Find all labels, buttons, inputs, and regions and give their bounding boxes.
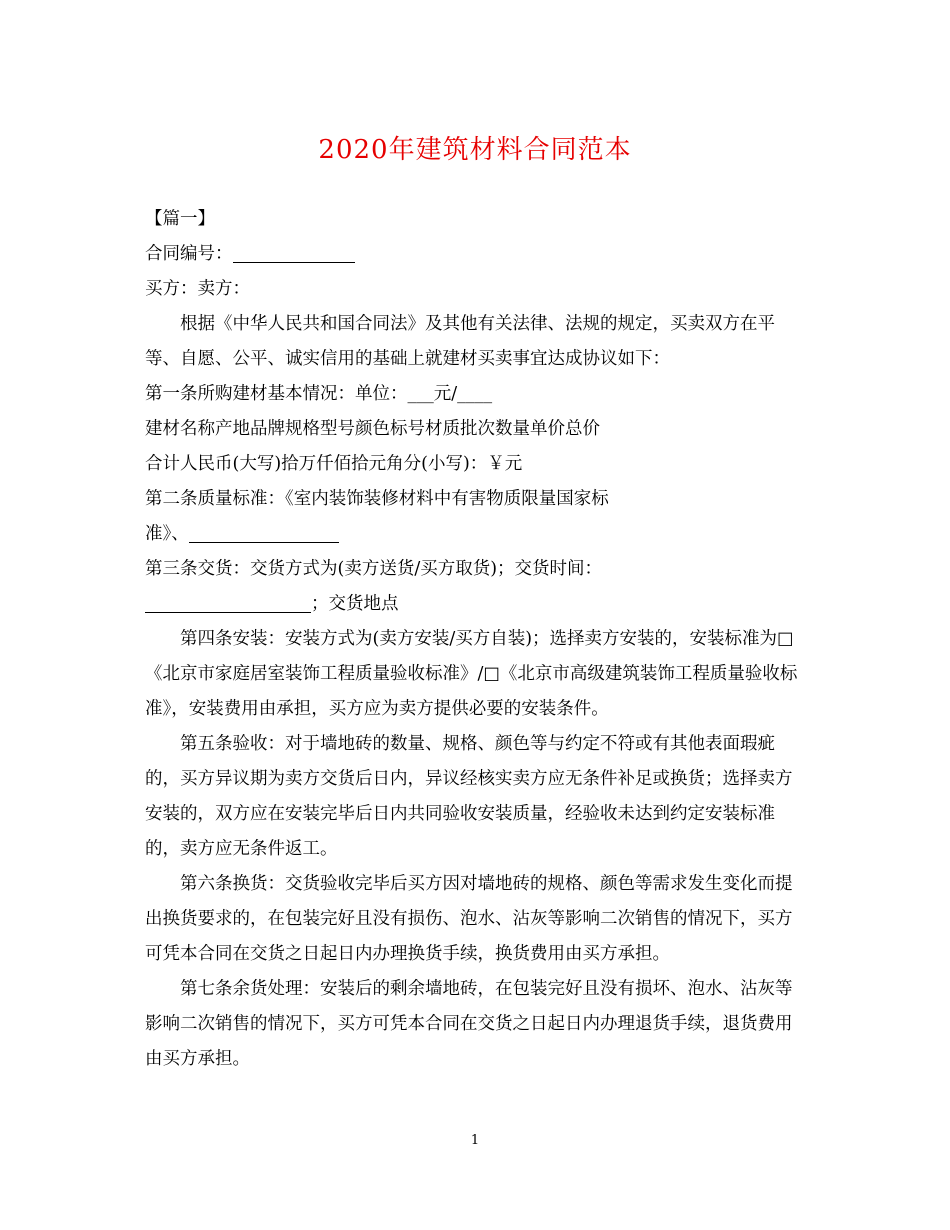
article-2-line-2-prefix: 准》、: [145, 524, 189, 544]
contract-number-label: 合同编号：: [145, 244, 233, 264]
article-7-paragraph: 第七条余货处理：安装后的剩余墙地砖，在包装完好且没有损坏、泡水、沾灰等影响二次销售的情况下，买方可凭本合同在交货之日起日内办理退货手续，退货费用由买方承担。: [145, 979, 793, 1069]
article-3-line-2: [145, 587, 805, 622]
contract-number-blank: [233, 242, 355, 263]
article-4-paragraph: 第四条安装：安装方式为(卖方安装/买方自装)；选择卖方安装的，安装标准为□《北京市家庭居室装饰工程质量验收标准》/□《北京市高级建筑装饰工程质量验收标准》，安装费用由承担，买方应为卖方提供必要的安装条件。: [145, 629, 798, 719]
article-3-line-1: 第三条交货：交货方式为(卖方送货/买方取货)；交货时间：: [145, 559, 603, 579]
article-2-line-2: [145, 517, 805, 552]
section-label: 【篇一】: [145, 209, 215, 229]
document-body: [145, 202, 805, 1077]
article-1-mid: 元/: [433, 384, 458, 404]
parties-line: 买方：卖方：: [145, 279, 250, 299]
article-1-blank-1: ___: [407, 384, 434, 404]
document-title: 2020年建筑材料合同范本: [318, 135, 632, 165]
page-number: 1: [470, 1133, 480, 1148]
article-1-total: 合计人民币(大写)拾万仟佰拾元角分(小写)：￥元: [145, 454, 523, 474]
article-2-blank: [189, 522, 339, 543]
article-3-line-2-suffix: ；交货地点: [311, 594, 399, 614]
article-1-unit-line: [145, 377, 805, 412]
article-3-delivery-time-blank: [145, 592, 311, 613]
article-2-line-1: 第二条质量标准：《室内装饰装修材料中有害物质限量国家标: [145, 489, 609, 509]
preamble-paragraph: 根据《中华人民共和国合同法》及其他有关法律、法规的规定，买卖双方在平等、自愿、公平、诚实信用的基础上就建材买卖事宜达成协议如下：: [145, 314, 775, 369]
article-5-paragraph: 第五条验收：对于墙地砖的数量、规格、颜色等与约定不符或有其他表面瑕疵的，买方异议期为卖方交货后日内，异议经核实卖方应无条件补足或换货；选择卖方安装的，双方应在安装完毕后日内共同验收安装质量，经验收未达到约定安装标准的，卖方应无条件返工。: [145, 734, 793, 859]
article-1-columns: 建材名称产地品牌规格型号颜色标号材质批次数量单价总价: [145, 419, 600, 439]
article-6-paragraph: 第六条换货：交货验收完毕后买方因对墙地砖的规格、颜色等需求发生变化而提出换货要求的，在包装完好且没有损伤、泡水、沾灰等影响二次销售的情况下，买方可凭本合同在交货之日起日内办理换货手续，换货费用由买方承担。: [145, 874, 793, 964]
contract-number-line: [145, 237, 805, 272]
article-1-blank-2: ____: [457, 384, 493, 404]
article-1-prefix: 第一条所购建材基本情况：单位：: [145, 384, 408, 404]
